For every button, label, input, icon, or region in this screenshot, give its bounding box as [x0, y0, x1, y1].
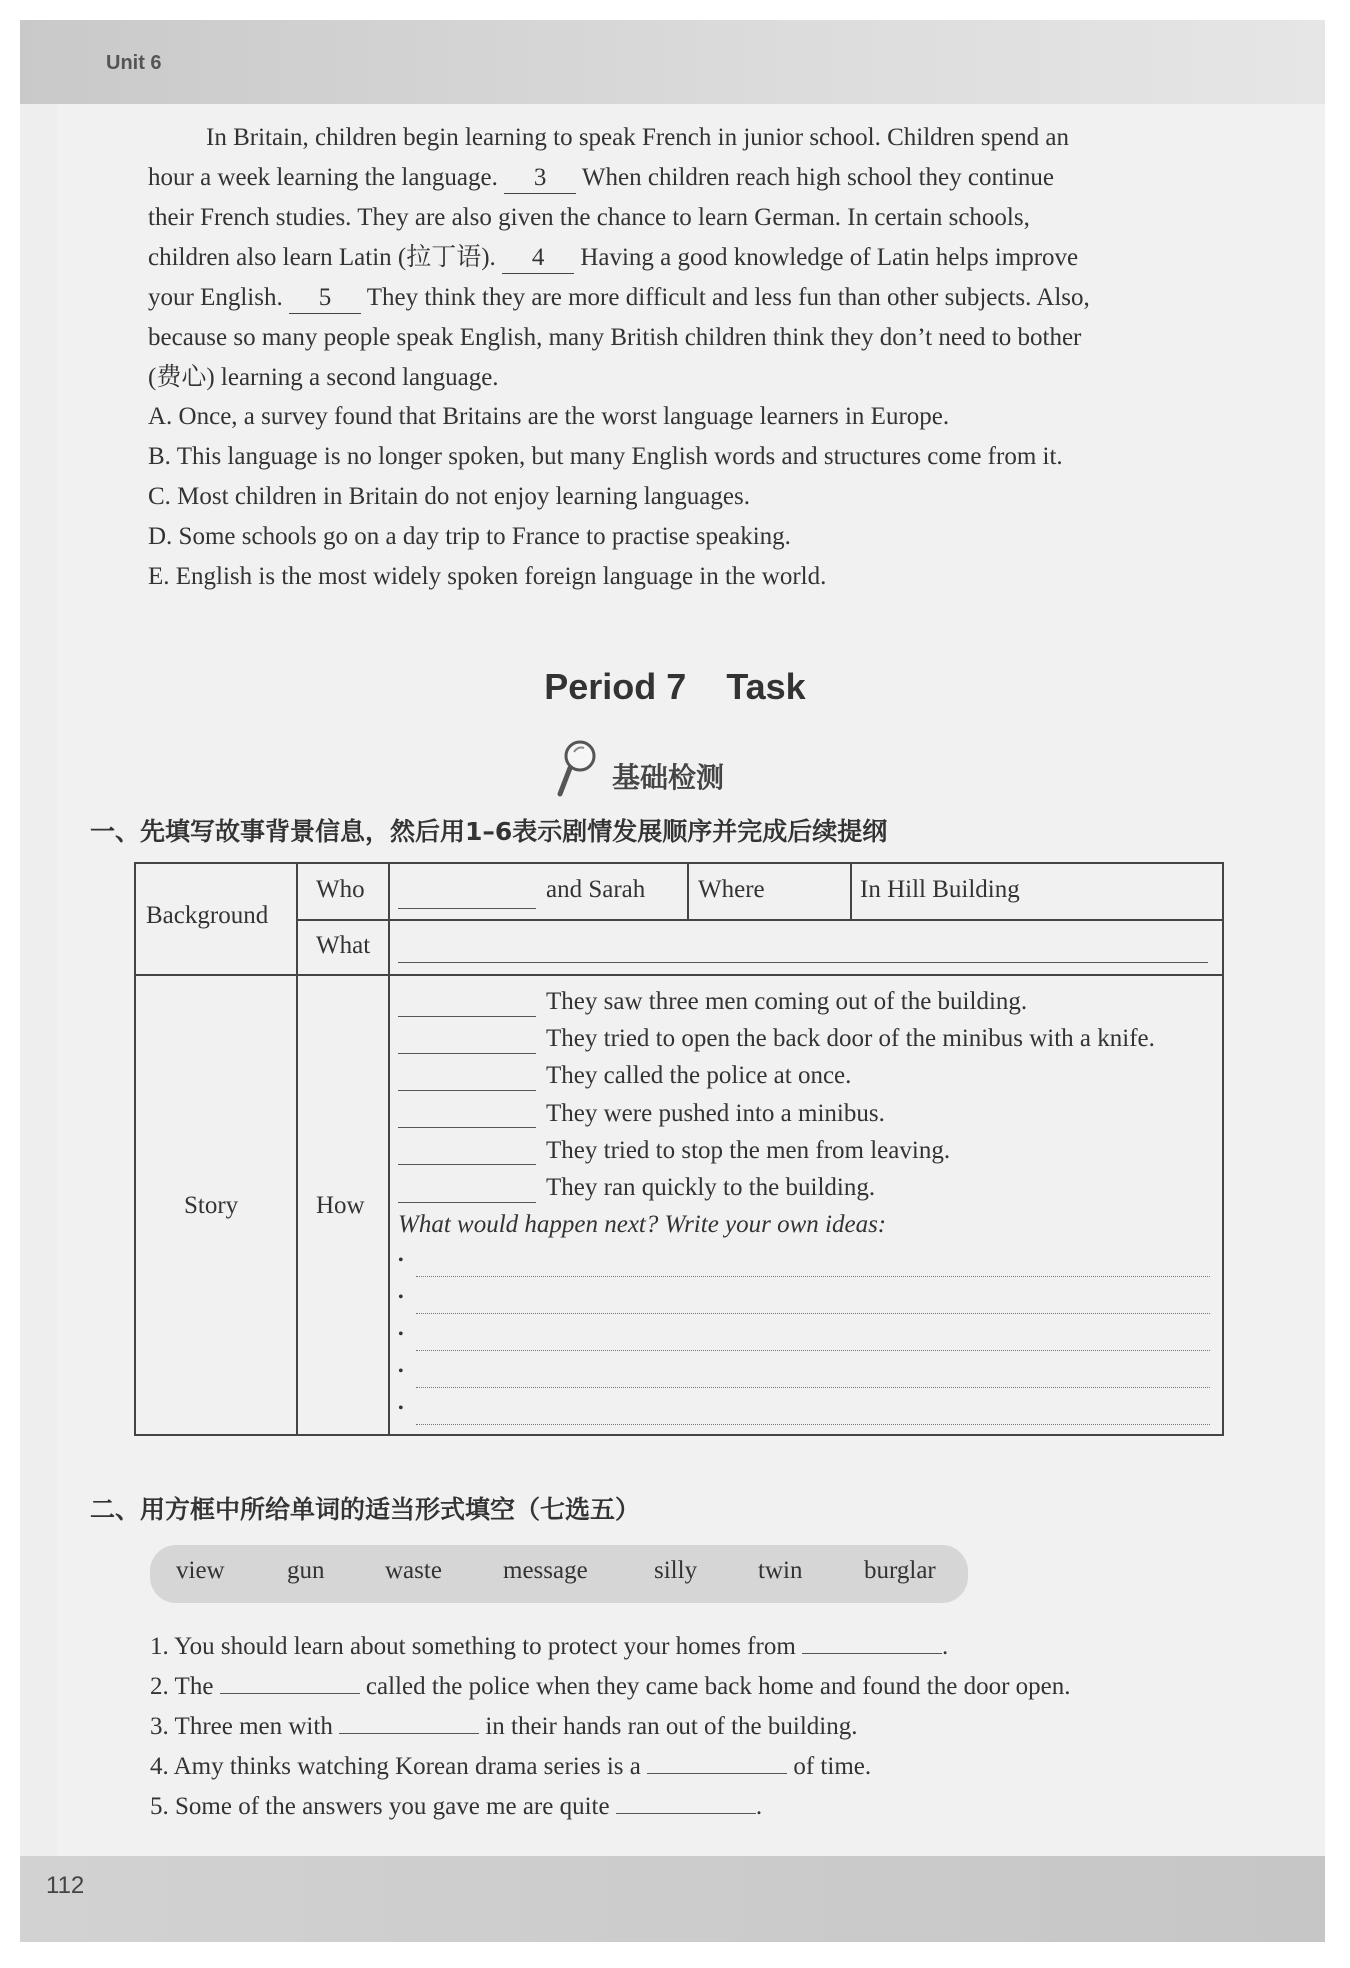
table-divider: [296, 919, 1222, 921]
page-number: 112: [46, 1872, 85, 1899]
order-blank[interactable]: [398, 1053, 536, 1054]
event-4: They were pushed into a minibus.: [546, 1100, 885, 1127]
word-bank-item: view: [176, 1557, 225, 1584]
bullet-point: •: [398, 1326, 404, 1343]
event-5: They tried to stop the men from leaving.: [546, 1137, 951, 1164]
how-label: How: [316, 1192, 365, 1219]
passage-line: (费心) learning a second language.: [148, 364, 499, 391]
fill-in-questions: [150, 1627, 1250, 1827]
section-1-title: 一、先填写故事背景信息，然后用1–6表示剧情发展顺序并完成后续提纲: [90, 817, 888, 846]
event-3: They called the police at once.: [546, 1062, 852, 1089]
question-5: 5. Some of the answers you gave me are quite .: [150, 1787, 1250, 1827]
passage-line: hour a week learning the language. 3 When children reach high school they continue: [148, 158, 1208, 198]
section-2-title: 二、用方框中所给单词的适当形式填空（七选五）: [90, 1495, 641, 1524]
next-ideas-prompt: What would happen next? Write your own ideas:: [398, 1211, 887, 1238]
table-divider: [136, 974, 1222, 976]
bullet-point: •: [398, 1252, 404, 1269]
question-3: 3. Three men with in their hands ran out of the building.: [150, 1707, 1250, 1747]
bullet-point: •: [398, 1289, 404, 1306]
answer-blank-4[interactable]: 4: [502, 243, 574, 274]
word-bank-box: [150, 1545, 968, 1603]
option-d: D. Some schools go on a day trip to France to practise speaking.: [148, 523, 791, 550]
question-1: 1. You should learn about something to protect your homes from .: [150, 1627, 1250, 1667]
passage-line: In Britain, children begin learning to speak French in junior school. Children spend an: [206, 124, 1070, 151]
question-blank[interactable]: [220, 1667, 360, 1694]
question-2: 2. The called the police when they came back home and found the door open.: [150, 1667, 1250, 1707]
who-label: Who: [316, 876, 365, 903]
footer-band: [20, 1856, 1325, 1942]
option-a: A. Once, a survey found that Britains are the worst language learners in Europe.: [148, 403, 950, 430]
word-bank-item: twin: [758, 1557, 803, 1584]
order-blank[interactable]: [398, 1202, 536, 1203]
word-bank-item: message: [503, 1557, 588, 1584]
word-bank-item: burglar: [864, 1557, 936, 1584]
table-divider: [388, 864, 390, 1434]
question-4: 4. Amy thinks watching Korean drama series is a of time.: [150, 1747, 1250, 1787]
idea-line-1[interactable]: [416, 1276, 1210, 1277]
table-divider: [296, 864, 298, 1434]
table-divider: [850, 864, 852, 919]
passage-line: children also learn Latin (拉丁语). 4 Having a good knowledge of Latin helps improve: [148, 238, 1208, 278]
unit-label: Unit 6: [106, 52, 162, 74]
answer-blank-5[interactable]: 5: [289, 283, 361, 314]
word-bank-item: silly: [654, 1557, 698, 1584]
what-label: What: [316, 932, 371, 959]
question-blank[interactable]: [616, 1787, 756, 1814]
passage-line: your English. 5 They think they are more difficult and less fun than other subjects. Also,: [148, 278, 1208, 318]
order-blank[interactable]: [398, 1164, 536, 1165]
question-blank[interactable]: [647, 1747, 787, 1774]
question-blank[interactable]: [339, 1707, 479, 1734]
story-outline-table: [134, 862, 1224, 1436]
period-title: Period 7 Task: [544, 666, 806, 707]
option-b: B. This language is no longer spoken, but many English words and structures come from it.: [148, 443, 1063, 470]
order-blank[interactable]: [398, 1127, 536, 1128]
event-1: They saw three men coming out of the building.: [546, 988, 1028, 1015]
table-divider: [687, 864, 689, 919]
header-band: [20, 20, 1325, 104]
answer-options: [148, 397, 1248, 597]
idea-line-3[interactable]: [416, 1350, 1210, 1351]
idea-line-4[interactable]: [416, 1387, 1210, 1388]
background-label: Background: [146, 902, 269, 929]
order-blank[interactable]: [398, 1016, 536, 1017]
passage-line: because so many people speak English, many British children think they don’t need to bother: [148, 324, 1082, 351]
event-6: They ran quickly to the building.: [546, 1174, 876, 1201]
answer-blank-3[interactable]: 3: [504, 163, 576, 194]
option-c: C. Most children in Britain do not enjoy learning languages.: [148, 483, 750, 510]
event-2: They tried to open the back door of the minibus with a knife.: [546, 1025, 1155, 1052]
what-blank[interactable]: [398, 962, 1208, 963]
basic-check-heading: 基础检测: [612, 761, 725, 794]
bullet-point: •: [398, 1400, 404, 1417]
idea-line-5[interactable]: [416, 1424, 1210, 1425]
where-label: Where: [698, 876, 765, 903]
order-blank[interactable]: [398, 1090, 536, 1091]
question-blank[interactable]: [802, 1627, 942, 1654]
option-e: E. English is the most widely spoken foreign language in the world.: [148, 563, 827, 590]
idea-line-2[interactable]: [416, 1313, 1210, 1314]
story-label: Story: [184, 1192, 239, 1219]
word-bank-item: gun: [287, 1557, 325, 1584]
who-blank[interactable]: [398, 908, 536, 909]
word-bank-item: waste: [385, 1557, 442, 1584]
reading-passage: [148, 118, 1208, 398]
magnifier-icon: [554, 738, 602, 798]
bullet-point: •: [398, 1363, 404, 1380]
passage-line: their French studies. They are also given the chance to learn German. In certain schools,: [148, 204, 1030, 231]
where-value: In Hill Building: [860, 876, 1020, 903]
who-suffix: and Sarah: [546, 876, 646, 903]
